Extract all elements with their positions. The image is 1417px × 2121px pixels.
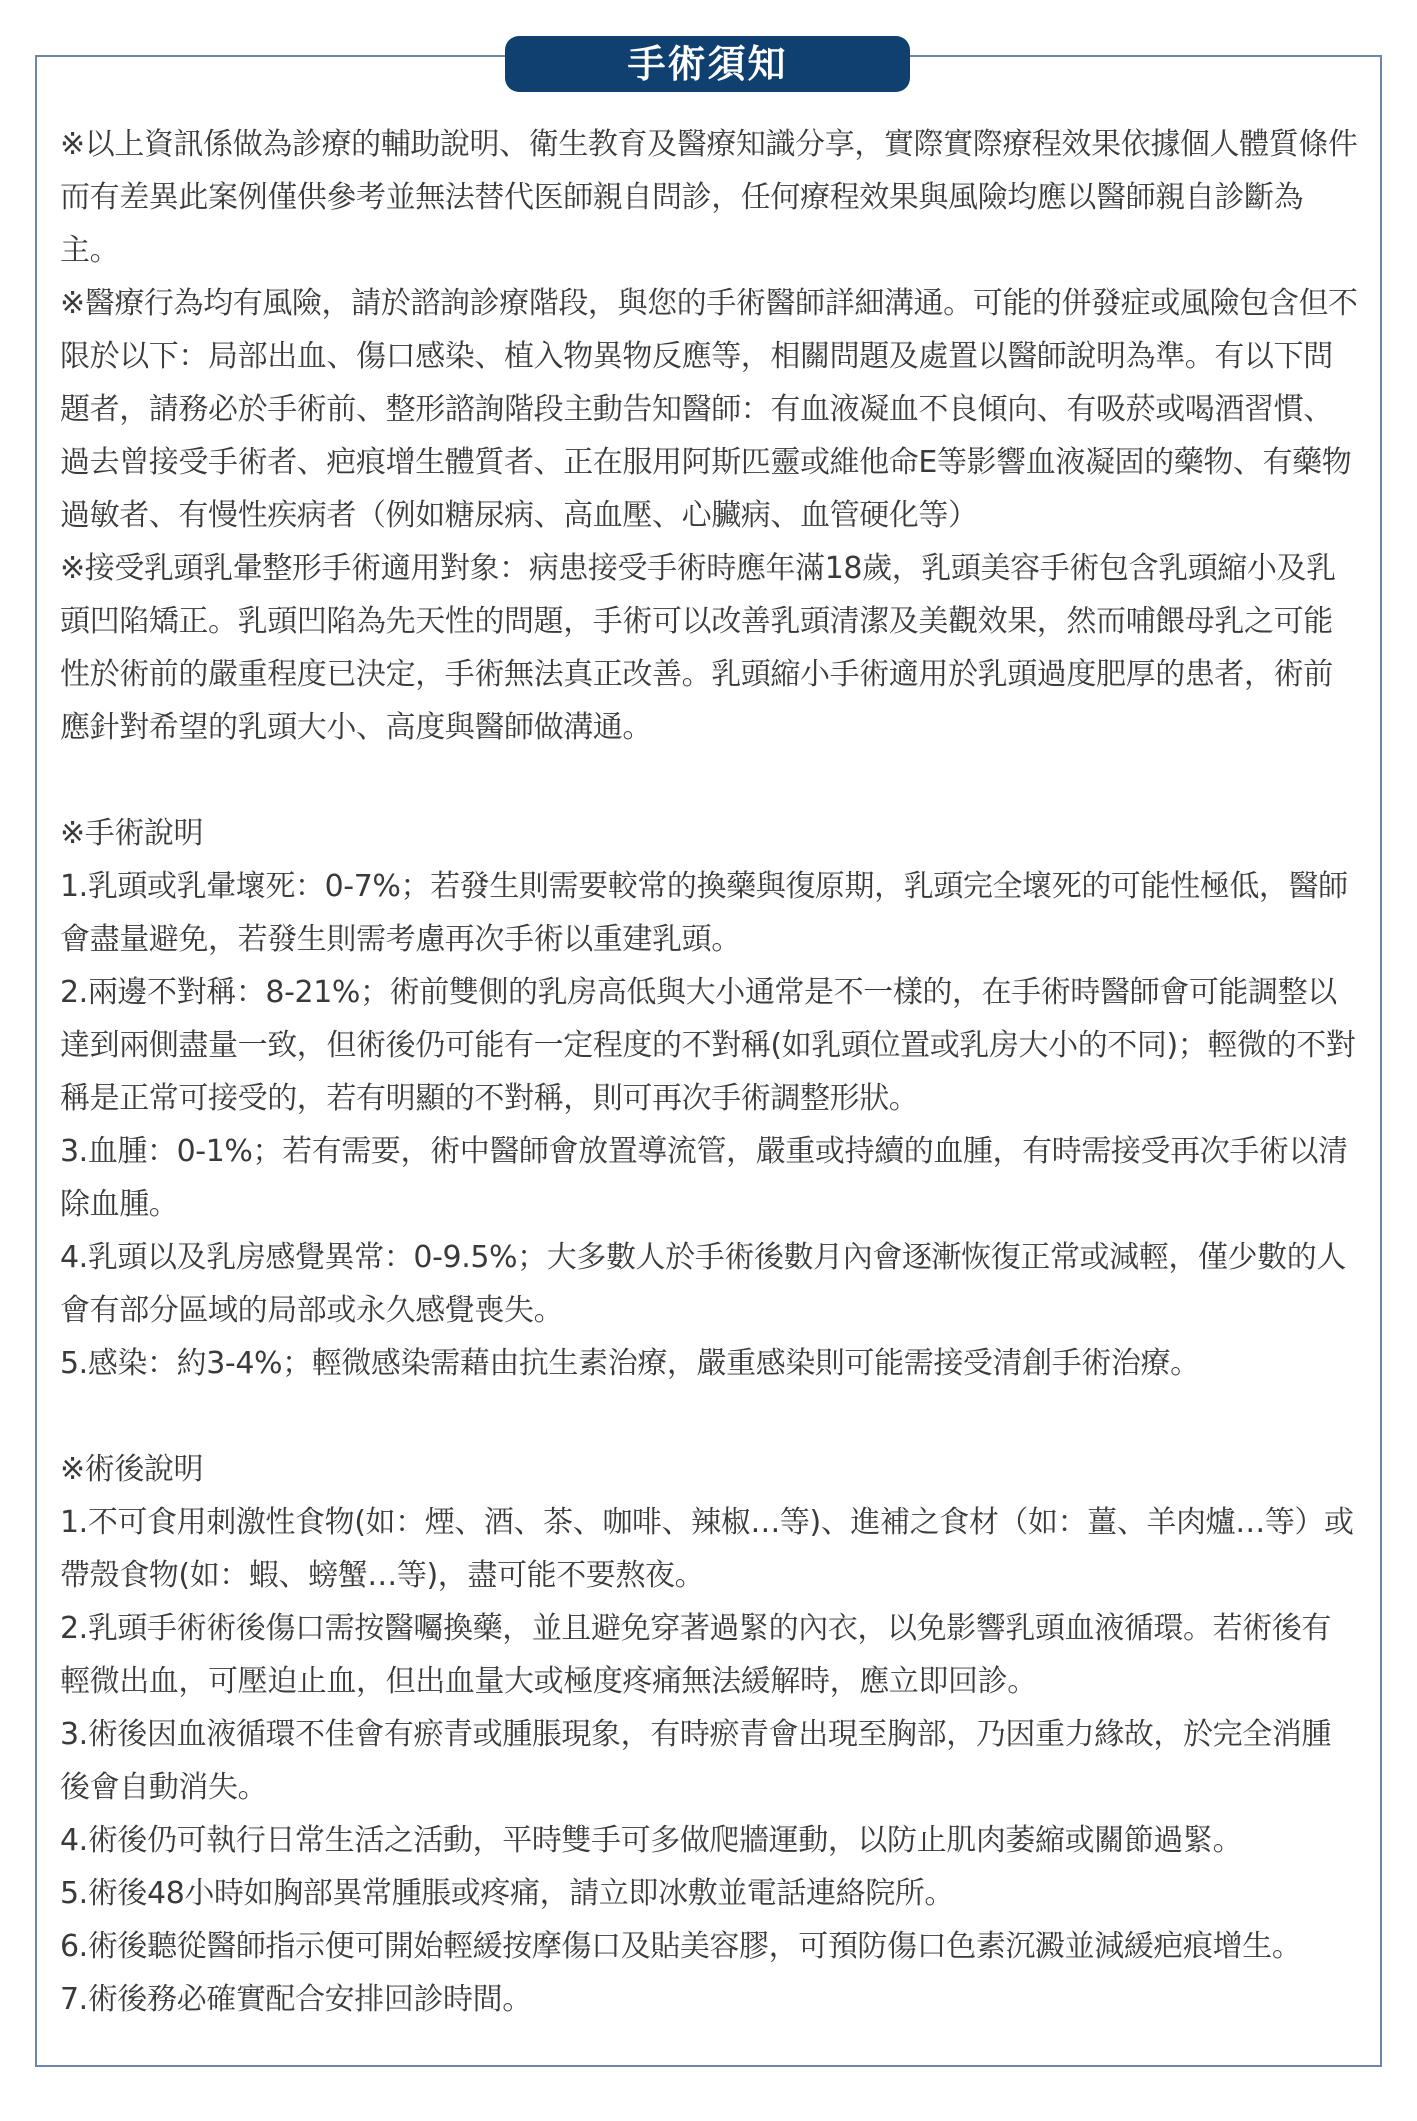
- postop-item: 5.術後48小時如胸部異常腫脹或疼痛，請立即冰敷並電話連絡院所。: [60, 1876, 954, 1911]
- notice-content: [60, 118, 1360, 2026]
- surgery-item: 5.感染：約3-4%；輕微感染需藉由抗生素治療，嚴重感染則可能需接受清創手術治療。: [60, 1346, 1200, 1381]
- postop-item: 4.術後仍可執行日常生活之活動，平時雙手可多做爬牆運動，以防止肌肉萎縮或關節過緊。: [60, 1823, 1243, 1858]
- surgery-item: 2.兩邊不對稱：8-21%；術前雙側的乳房高低與大小通常是不一樣的，在手術時醫師會可能調整以達到兩側盡量一致，但術後仍可能有一定程度的不對稱(如乳頭位置或乳房大小的不同)；輕微的不對稱是正常可接受的，若有明顯的不對稱，則可再次手術調整形狀。: [60, 975, 1356, 1116]
- surgery-heading: ※手術說明: [60, 816, 204, 851]
- postop-item: 1.不可食用刺激性食物(如：煙、酒、茶、咖啡、辣椒…等)、進補之食材（如：薑、羊肉爐…等）或帶殼食物(如：蝦、螃蟹…等)，盡可能不要熬夜。: [60, 1505, 1354, 1593]
- postop-heading: ※術後說明: [60, 1452, 204, 1487]
- postop-item: 2.乳頭手術術後傷口需按醫囑換藥，並且避免穿著過緊的內衣，以免影響乳頭血液循環。若術後有輕微出血，可壓迫止血，但出血量大或極度疼痛無法緩解時，應立即回診。: [60, 1611, 1332, 1699]
- section-spacer: [60, 754, 1360, 807]
- intro-eligibility: ※接受乳頭乳暈整形手術適用對象：病患接受手術時應年滿18歲，乳頭美容手術包含乳頭縮小及乳頭凹陷矯正。乳頭凹陷為先天性的問題，手術可以改善乳頭清潔及美觀效果，然而哺餵母乳之可能性於術前的嚴重程度已決定，手術無法真正改善。乳頭縮小手術適用於乳頭過度肥厚的患者，術前應針對希望的乳頭大小、高度與醫師做溝通。: [60, 551, 1336, 745]
- surgery-item: 4.乳頭以及乳房感覺異常：0-9.5%；大多數人於手術後數月內會逐漸恢復正常或減輕，僅少數的人會有部分區域的局部或永久感覺喪失。: [60, 1240, 1346, 1328]
- intro-disclaimer: ※以上資訊係做為診療的輔助說明、衛生教育及醫療知識分享，實際實際療程效果依據個人體質條件而有差異此案例僅供參考並無法替代医師親自問診，任何療程效果與風險均應以醫師親自診斷為主。: [60, 127, 1358, 268]
- section-spacer: [60, 1390, 1360, 1443]
- surgery-item: 3.血腫：0-1%；若有需要，術中醫師會放置導流管，嚴重或持續的血腫，有時需接受再次手術以清除血腫。: [60, 1134, 1348, 1222]
- postop-item: 6.術後聽從醫師指示便可開始輕緩按摩傷口及貼美容膠，可預防傷口色素沉澱並減緩疤痕增生。: [60, 1929, 1302, 1964]
- page-title: 手術須知: [505, 36, 910, 92]
- postop-item: 7.術後務必確實配合安排回診時間。: [60, 1982, 532, 2017]
- postop-item: 3.術後因血液循環不佳會有瘀青或腫脹現象，有時瘀青會出現至胸部，乃因重力緣故，於完全消腫後會自動消失。: [60, 1717, 1332, 1805]
- surgery-item: 1.乳頭或乳暈壞死：0-7%；若發生則需要較常的換藥與復原期，乳頭完全壞死的可能性極低，醫師會盡量避免，若發生則需考慮再次手術以重建乳頭。: [60, 869, 1348, 957]
- intro-risks: ※醫療行為均有風險，請於諮詢診療階段，與您的手術醫師詳細溝通。可能的併發症或風險包含但不限於以下：局部出血、傷口感染、植入物異物反應等，相關問題及處置以醫師說明為準。有以下問題者，請務必於手術前、整形諮詢階段主動告知醫師：有血液凝血不良傾向、有吸菸或喝酒習慣、過去曾接受手術者、疤痕增生體質者、正在服用阿斯匹靈或維他命E等影響血液凝固的藥物、有藥物過敏者、有慢性疾病者（例如糖尿病、高血壓、心臟病、血管硬化等）: [60, 286, 1358, 533]
